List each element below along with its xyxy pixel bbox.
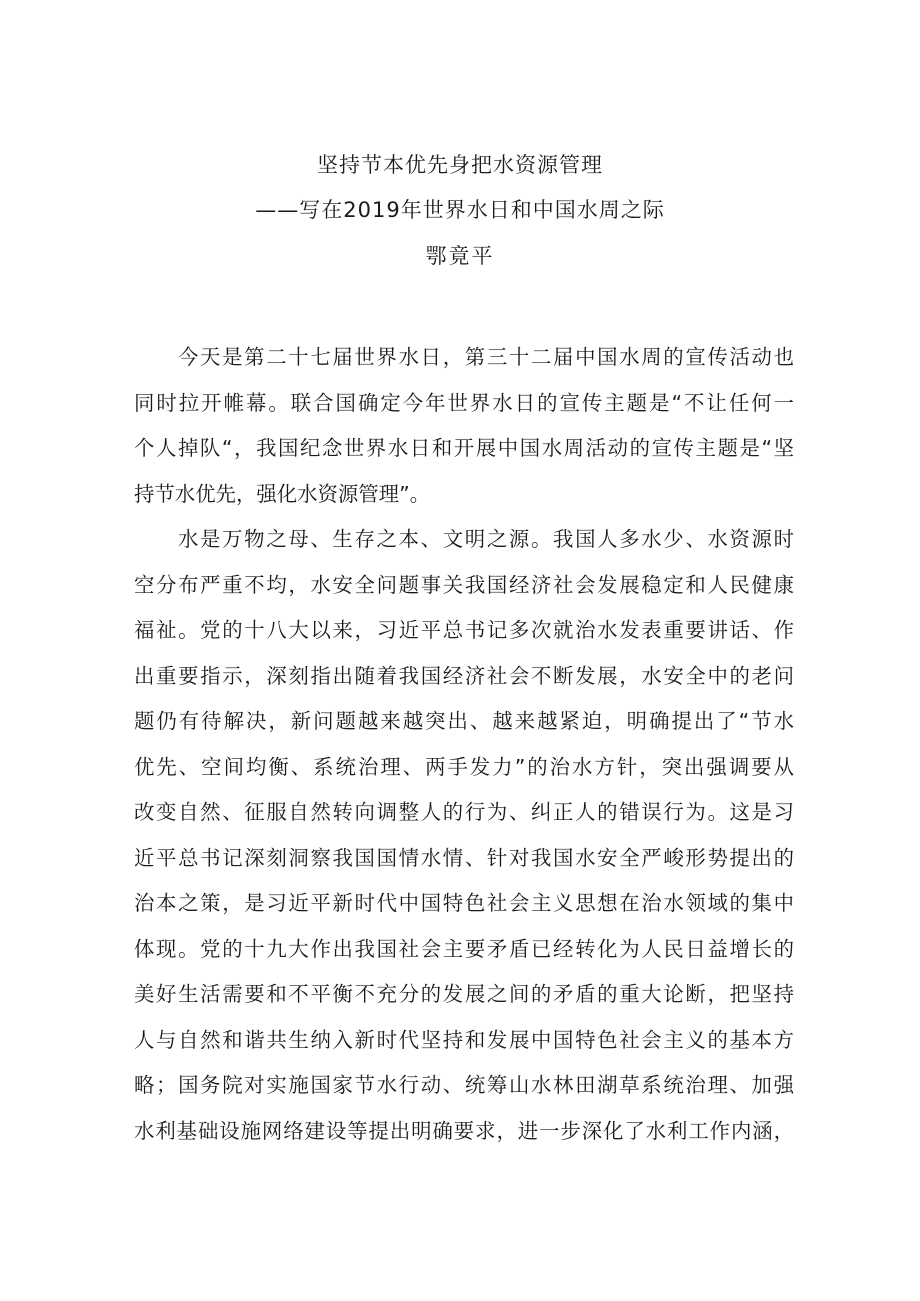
text-line: 出重要指示，深刻指出随着我国经济社会不断发展，水安全中的老问 — [134, 663, 794, 688]
text-line: 体现。党的十九大作出我国社会主要矛盾已经转化为人民日益增长的 — [134, 936, 794, 961]
text-line: 福祉。党的十八大以来，习近平总书记多次就治水发表重要讲话、作 — [134, 618, 794, 642]
document-body — [134, 335, 794, 1154]
document-author: 鄂竟平 — [425, 244, 495, 268]
text-line: 空分布严重不均，水安全问题事关我国经济社会发展稳定和人民健康 — [134, 572, 794, 597]
text-line: 优先、空间均衡、系统治理、两手发力”的治水方针，突出强调要从 — [134, 754, 794, 779]
text-line: 今天是第二十七届世界水日，第三十二届中国水周的宣传活动也 — [178, 345, 794, 369]
text-line: 持节水优先，强化水资源管理”。 — [134, 481, 431, 506]
text-line: 改变自然、征服自然转向调整人的行为、纠正人的错误行为。这是习 — [134, 800, 794, 824]
document-subtitle: ——写在2019年世界水日和中国水周之际 — [255, 198, 665, 222]
text-line: 题仍有待解决，新问题越来越突出、越来越紧迫，明确提出了“节水 — [134, 709, 794, 733]
text-line: 治本之策，是习近平新时代中国特色社会主义思想在治水领域的集中 — [134, 891, 794, 915]
text-line: 略；国务院对实施国家节水行动、统筹山水林田湖草系统治理、加强 — [134, 1073, 794, 1097]
text-line: 水是万物之母、生存之本、文明之源。我国人多水少、水资源时 — [178, 527, 794, 551]
text-line: 人与自然和谐共生纳入新时代坚持和发展中国特色社会主义的基本方 — [134, 1027, 794, 1052]
text-line: 美好生活需要和不平衡不充分的发展之间的矛盾的重大论断，把坚持 — [134, 982, 794, 1006]
document-title: 坚持节本优先身把水资源管理 — [317, 153, 603, 177]
text-line: 近平总书记深刻洞察我国国情水情、针对我国水安全严峻形势提出的 — [134, 845, 794, 870]
text-line: 个人掉队“，我国纪念世界水日和开展中国水周活动的宣传主题是“坚 — [134, 436, 794, 460]
text-line: 同时拉开帷幕。联合国确定今年世界水日的宣传主题是“不让任何一 — [134, 390, 794, 415]
paragraph-2 — [134, 517, 794, 1154]
paragraph-1 — [134, 335, 794, 517]
text-line: 水利基础设施网络建设等提出明确要求，进一步深化了水利工作内涵， — [134, 1118, 794, 1143]
